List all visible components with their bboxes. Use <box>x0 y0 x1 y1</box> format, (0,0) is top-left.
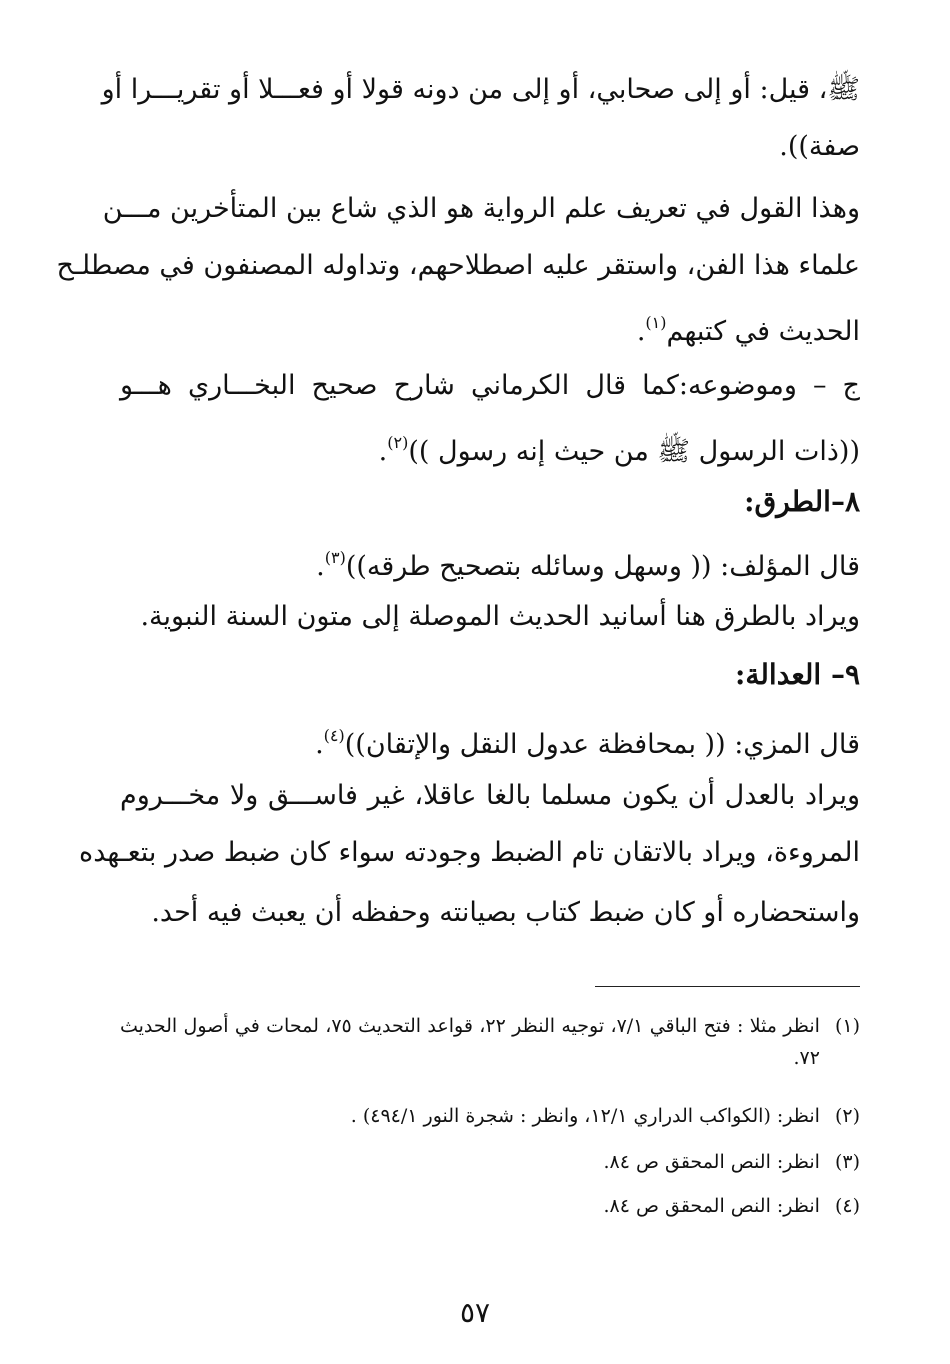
text-line: علماء هذا الفن، واستقر عليه اصطلاحهم، وتداوله المصنفون في مصطلـح <box>56 250 860 281</box>
text-line: صفة)). <box>779 131 860 162</box>
text-line: وهذا القول في تعريف علم الرواية هو الذي شاع بين المتأخرين مـــن <box>102 193 860 224</box>
text-line <box>120 716 860 765</box>
footnote-number: (٤) <box>834 1195 860 1217</box>
footnote-text: انظر: (الكواكب الدراري ١٢/١، وانظر : شجرة النور ٤٩٤/١) . <box>350 1105 820 1127</box>
text-line: ﷺ، قيل: أو إلى صحابي، أو إلى من دونه قولا أو فعـــلا أو تقريـــرا أو <box>101 74 860 105</box>
text-span: الحديث في كتبهم <box>666 316 860 347</box>
text-line: المروءة، ويراد بالاتقان تام الضبط وجودته سواء كان ضبط صدر بتعـهده <box>79 837 860 868</box>
section-heading: ٨–الطرق: <box>744 485 860 518</box>
text-line <box>120 423 860 472</box>
footnote-ref: (٢) <box>387 433 409 452</box>
text-span: . <box>378 436 388 467</box>
text-line <box>120 538 860 587</box>
footnote-text: انظر: النص المحقق ص ٨٤. <box>603 1151 820 1173</box>
text-line <box>120 303 860 352</box>
footnote-number: (٣) <box>834 1151 860 1173</box>
page-number: ٥٧ <box>459 1296 491 1329</box>
text-span: . <box>316 551 325 582</box>
footnote-ref: (٤) <box>323 726 345 745</box>
text-span: ((ذات الرسول ﷺ من حيث إنه رسول )) <box>408 436 860 467</box>
text-span: . <box>636 316 646 347</box>
footnote <box>120 1190 860 1222</box>
footnote <box>120 1100 860 1132</box>
footnote-ref: (٣) <box>324 548 346 567</box>
footnote-number: (١) <box>834 1015 860 1037</box>
footnote <box>120 1010 860 1074</box>
footnote-ref: (١) <box>645 313 667 332</box>
separator-line <box>595 986 860 987</box>
text-span: قال المؤلف: (( وسهل وسائله بتصحيح طرقه)) <box>345 551 860 582</box>
text-line: واستحضاره أو كان ضبط كتاب بصيانته وحفظه أن يعبث فيه أحد. <box>151 897 860 928</box>
footnote-text: انظر: النص المحقق ص ٨٤. <box>603 1195 820 1217</box>
footnote <box>120 1146 860 1178</box>
footnote-text: انظر مثلا : فتح الباقي ٧/١، توجيه النظر ٢٢، قواعد التحديث ٧٥، لمحات في أصول الحديث ٧٢. <box>119 1015 820 1069</box>
text-line: ج – وموضوعه:كما قال الكرماني شارح صحيح البخـــاري هـــو <box>120 370 860 401</box>
section-heading: ٩– العدالة: <box>735 658 860 691</box>
text-line: ويراد بالطرق هنا أسانيد الحديث الموصلة إلى متون السنة النبوية. <box>140 601 860 632</box>
text-span: . <box>315 729 324 760</box>
text-line: ويراد بالعدل أن يكون مسلما بالغا عاقلا، غير فاســـق ولا مخـــروم <box>120 780 860 811</box>
footnote-number: (٢) <box>834 1105 860 1127</box>
text-span: قال المزي: (( بمحافظة عدول النقل والإتقان)) <box>344 729 860 760</box>
